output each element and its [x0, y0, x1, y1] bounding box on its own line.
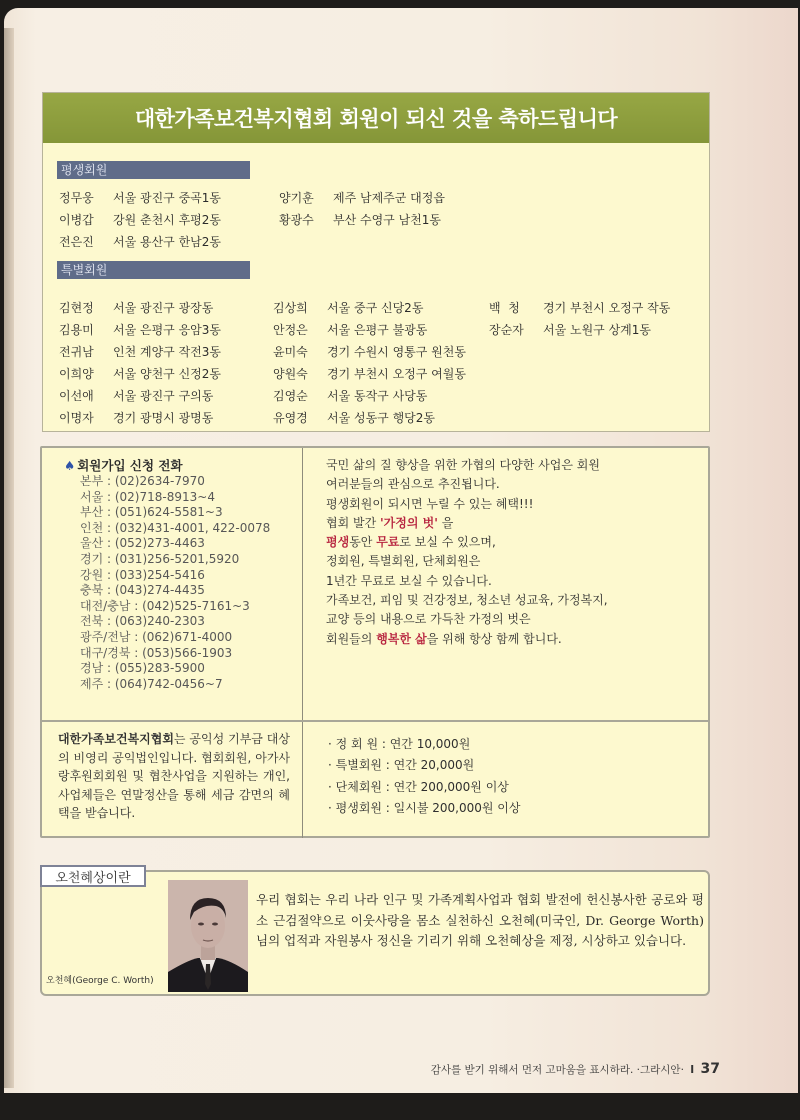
phone-item: 충북 : (043)274-4435	[80, 583, 205, 598]
benefit-line: 협회 발간 '가정의 벗' 을	[326, 515, 454, 530]
benefit-line: 회원들의 행복한 삶을 위해 항상 함께 합니다.	[326, 631, 562, 646]
page-spine	[4, 28, 14, 1088]
member-row: 윤미숙 경기 수원시 영통구 원천동	[273, 345, 466, 359]
award-section-tab: 오천혜상이란	[40, 865, 146, 887]
footer-separator: I	[690, 1064, 695, 1076]
member-row: 장순자 서울 노원구 상계1동	[489, 323, 652, 337]
page-number: 37	[700, 1061, 720, 1077]
phone-section-title: ♠ 회원가입 신청 전화	[64, 458, 183, 473]
nonprofit-notice: 대한가족보건복지협회는 공익성 기부금 대상의 비영리 공익법인입니다. 협회회원, 아가사랑후원회회원 및 협찬사업을 지원하는 개인, 사업체들은 연말정산을 통해 세금 감면의 혜택을 받습니다.	[58, 732, 290, 820]
footer-quote: 감사를 받기 위해서 먼저 고마움을 표시하라. ·그라시안·	[430, 1064, 684, 1076]
phone-item: 본부 : (02)2634-7970	[80, 474, 205, 488]
benefit-line: 국민 삶의 질 향상을 위한 가협의 다양한 사업은 회원	[326, 458, 600, 472]
membership-info-box	[40, 446, 710, 838]
member-row: 백 청 경기 부천시 오정구 작동	[489, 301, 671, 315]
special-members-label: 특별회원	[57, 261, 250, 279]
portrait-caption: 오천혜(George C. Worth)	[46, 976, 154, 986]
fee-item: · 특별회원 : 연간 20,000원	[328, 758, 475, 773]
benefit-line: 평생회원이 되시면 누릴 수 있는 혜택!!!	[326, 496, 534, 511]
phone-item: 인천 : (032)431-4001, 422-0078	[80, 520, 271, 535]
phone-item: 강원 : (033)254-5416	[80, 567, 205, 582]
benefit-line: 교양 등의 내용으로 가득찬 가정의 벗은	[326, 612, 531, 627]
spade-icon: ♠	[64, 458, 76, 473]
member-row: 김상희 서울 중구 신당2동	[273, 301, 424, 315]
membership-fees	[328, 734, 520, 820]
phone-item: 서울 : (02)718-8913~4	[80, 489, 215, 504]
benefit-line: 1년간 무료로 보실 수 있습니다.	[326, 573, 492, 588]
benefits-text	[326, 456, 608, 649]
member-row: 정무웅 서울 광진구 중곡1동	[59, 191, 222, 205]
member-row: 김영순 서울 동작구 사당동	[273, 389, 428, 403]
benefit-line: 가족보건, 피임 및 건강정보, 청소년 성교육, 가정복지,	[326, 593, 608, 608]
phone-item: 전북 : (063)240-2303	[80, 614, 205, 629]
member-row: 유영경 서울 성동구 행당2동	[273, 411, 436, 425]
member-row: 이명자 경기 광명시 광명동	[59, 411, 214, 425]
new-members-box	[42, 92, 710, 432]
member-row: 이병갑 강원 춘천시 후평2동	[59, 213, 222, 227]
member-row: 이희양 서울 양천구 신정2동	[59, 367, 222, 381]
member-row: 김현정 서울 광진구 광장동	[59, 301, 214, 315]
phone-list	[80, 474, 270, 692]
benefit-line: 여러분들의 관심으로 추진됩니다.	[326, 477, 500, 492]
member-row: 안정은 서울 은평구 불광동	[273, 323, 428, 337]
member-row: 이선애 서울 광진구 구의동	[59, 389, 214, 403]
portrait-photo	[168, 880, 248, 992]
fee-item: · 단체회원 : 연간 200,000원 이상	[328, 779, 509, 794]
members-header-title: 대한가족보건복지협회 회원이 되신 것을 축하드립니다	[43, 93, 709, 143]
phone-item: 경남 : (055)283-5900	[80, 661, 205, 676]
column-divider	[302, 448, 303, 838]
benefit-line: 정회원, 특별회원, 단체회원은	[326, 554, 481, 569]
phone-item: 경기 : (031)256-5201,5920	[80, 551, 240, 566]
benefit-line: 평생동안 무료로 보실 수 있으며,	[326, 535, 496, 550]
magazine-page	[4, 8, 798, 1093]
lifetime-members-label: 평생회원	[57, 161, 250, 179]
award-description: 우리 협회는 우리 나라 인구 및 가족계획사업과 협회 발전에 헌신봉사한 공로와 평소 근검절약으로 이웃사랑을 몸소 실천하신 오천혜(미국인, Dr. George Worth)님의 업적과 자원봉사 정신을 기리기 위해 오천혜상을 제정, 시상하고 있습니다.	[256, 892, 704, 948]
phone-item: 제주 : (064)742-0456~7	[80, 676, 223, 691]
page-footer	[431, 1061, 720, 1077]
fee-item: · 정 회 원 : 연간 10,000원	[328, 737, 471, 751]
phone-item: 대구/경북 : (053)566-1903	[80, 645, 233, 660]
phone-item: 울산 : (052)273-4463	[80, 536, 205, 551]
row-divider	[42, 720, 708, 722]
fee-item: · 평생회원 : 일시불 200,000원 이상	[328, 801, 521, 816]
member-row: 양기훈 제주 남제주군 대정읍	[279, 191, 445, 205]
member-row: 김용미 서울 은평구 응암3동	[59, 323, 222, 337]
phone-item: 광주/전남 : (062)671-4000	[80, 629, 233, 644]
member-row: 황광수 부산 수영구 남천1동	[279, 213, 442, 227]
member-row: 전은진 서울 용산구 한남2동	[59, 235, 222, 249]
award-box	[40, 870, 710, 996]
member-row: 전귀남 인천 계양구 작전3동	[59, 345, 222, 359]
member-row: 양원숙 경기 부천시 오정구 여월동	[273, 367, 466, 381]
phone-item: 부산 : (051)624-5581~3	[80, 505, 223, 520]
phone-item: 대전/충남 : (042)525-7161~3	[80, 598, 250, 613]
